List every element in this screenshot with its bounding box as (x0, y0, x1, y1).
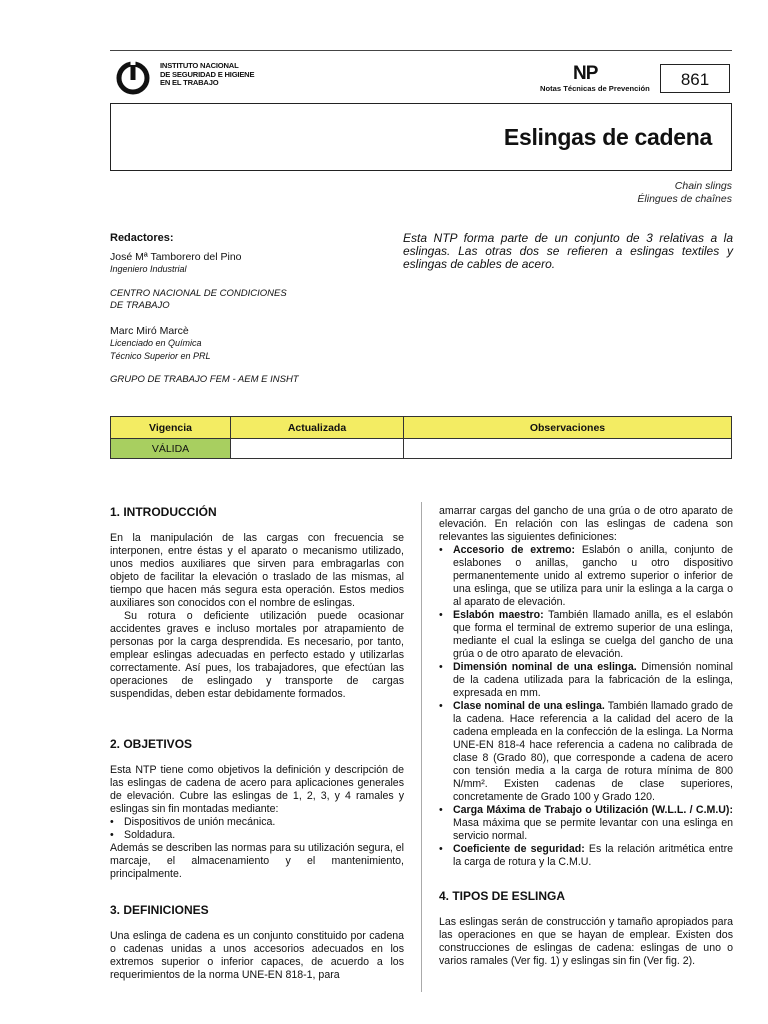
column-divider (421, 502, 422, 992)
authors-block (110, 232, 380, 387)
list-item: • Dispositivos de unión mecánica. (110, 816, 404, 829)
status-vigencia: VÁLIDA (111, 439, 231, 459)
definition-text: Es la relación aritmética entre la carga de rotura y la C.M.U. (453, 843, 733, 868)
authors-heading: Redactores: (110, 232, 174, 244)
status-table (110, 416, 732, 459)
ntp-number: 861 (660, 64, 730, 93)
section-definiciones (110, 904, 404, 982)
insht-logo-icon (116, 61, 154, 95)
table-row (111, 439, 732, 459)
working-group: GRUPO DE TRABAJO FEM - AEM E INSHT (110, 374, 299, 385)
paragraph: Su rotura o deficiente utilización puede ocasionar accidentes graves e incluso mortales por atrapamiento de personas por la carga desprendida. Es necesario, por tanto, emplear eslingas adecuadas en perfecto estado y utilizarlas correctamente. Así pues, los trabajadores, que efectúan las operaciones de eslingado y transporte de cargas suspendidas, deben estar debidamente formados. (110, 610, 404, 700)
centre-name: DE TRABAJO (110, 300, 170, 311)
top-rule (110, 50, 732, 51)
subtitle-english: Chain slings (674, 180, 732, 192)
definition-text: Dimensión nominal de la cadena utilizada para la fabricación de la eslinga, expresada en mm. (453, 661, 733, 699)
list-item (439, 700, 733, 804)
paragraph: amarrar cargas del gancho de una grúa o de otro aparato de elevación. En relación con las eslingas de cadena son relevantes las siguientes definiciones: (439, 505, 733, 543)
definition-term: Accesorio de extremo: (453, 544, 576, 556)
author-name: José Mª Tamborero del Pino (110, 250, 242, 263)
list-item: • Soldadura. (110, 829, 404, 842)
ntp-label: Notas Técnicas de Prevención (540, 84, 650, 93)
author-name: Marc Miró Marcè (110, 324, 189, 337)
definitions-list (439, 544, 733, 869)
definition-term: Dimensión nominal de una eslinga. (453, 661, 637, 673)
definition-term: Carga Máxima de Trabajo o Utilización (W.L.L. / C.M.U): (453, 804, 733, 816)
definition-text: Masa máxima que se permite levantar con una eslinga en servicio normal. (453, 817, 733, 842)
section-definiciones-cont (439, 505, 733, 869)
section-heading: 1. INTRODUCCIÓN (110, 505, 217, 519)
centre-name: CENTRO NACIONAL DE CONDICIONES (110, 287, 287, 299)
section-heading: 2. OBJETIVOS (110, 737, 193, 751)
paragraph: Una eslinga de cadena es un conjunto constituido por cadena o cadenas unidas a unos accesorios adecuados en los extremos superior o inferior capaces, de acuerdo a los requerimientos de la norma UNE-EN 818-1, para (110, 930, 404, 981)
paragraph: Además se describen las normas para su utilización segura, el marcaje, el almacenamiento y el mantenimiento, principalmente. (110, 842, 404, 880)
org-line: EN EL TRABAJO (160, 78, 219, 87)
section-introduccion (110, 506, 404, 701)
organization-name (160, 62, 254, 88)
list-item (439, 661, 733, 700)
subtitle-translations (637, 180, 732, 206)
definition-text: Eslabón o anilla, conjunto de eslabones o anillas, gancho u otro dispositivo permanentemente unido al extremo superior o inferior de una eslinga, que se utiliza para unir la eslinga a la carga o al aparato de elevación. (453, 544, 733, 608)
section-tipos-eslinga (439, 890, 733, 968)
status-actualizada (231, 439, 404, 459)
status-table-header (111, 417, 732, 439)
list-item (439, 609, 733, 661)
section-objetivos (110, 738, 404, 881)
section-heading: 4. TIPOS DE ESLINGA (439, 889, 566, 903)
section-heading: 3. DEFINICIONES (110, 903, 209, 917)
list-item (439, 843, 733, 869)
definition-term: Coeficiente de seguridad: (453, 843, 585, 855)
definition-text: También llamado grado de la cadena. Hace referencia a la calidad del acero de la cadena empleada en la confección de la eslinga. La Norma UNE-EN 818-4 hace referencia a cadena no calibrada de clase 8 (Grado 80), que corresponde a cadena de acero con tensión media a la carga de rotura mínima de 800 N/mm². Existen cadenas de clase superiores, concretamente de Grado 100 y Grado 120. (453, 700, 733, 803)
list-item (439, 544, 733, 609)
definition-term: Clase nominal de una eslinga. (453, 700, 605, 712)
bullet-list (110, 816, 404, 842)
list-item (439, 804, 733, 843)
paragraph: En la manipulación de las cargas con frecuencia se interponen, entre éstas y el aparato o mecanismo utilizado, unos medios auxiliares que sirven para embragarlas con objeto de facilitar la elevación o traslado de las mismas, al tiempo que hacen más segura esta operación. Estos medios auxiliares son conocidos con el nombre de eslingas. (110, 532, 404, 609)
paragraph: Las eslingas serán de construcción y tamaño apropiados para las operaciones en que se hayan de emplear. Existen dos construcciones de eslingas de cadena: eslingas de uno o varios ramales (Ver fig. 1) y eslingas sin fin (Ver fig. 2). (439, 916, 733, 967)
author-role: Licenciado en Química (110, 338, 202, 348)
paragraph: Esta NTP tiene como objetivos la definición y descripción de las eslingas de cadena de acero para aplicaciones generales de elevación. Cubre las eslingas de 1, 2, 3, y 4 ramales y eslingas sin fin montadas mediante: (110, 764, 404, 815)
page-title: Eslingas de cadena (503, 124, 712, 150)
author-role: Técnico Superior en PRL (110, 350, 211, 361)
subtitle-french: Élingues de chaînes (637, 193, 732, 205)
header-observaciones: Observaciones (404, 417, 732, 439)
intro-note: Esta NTP forma parte de un conjunto de 3 relativas a la eslingas. Las otras dos se refieren a eslingas textiles y eslingas de cables de acero. (403, 231, 733, 272)
definition-text: También llamado anilla, es el eslabón que forma el terminal de extremo superior de una eslinga, mediante el cual la eslinga se cuelga del gancho de una grúa o de otro aparato de elevación. (453, 609, 733, 660)
org-line: DE SEGURIDAD E HIGIENE (160, 69, 255, 79)
status-observaciones (404, 439, 732, 459)
ntp-logo: NP (573, 63, 598, 84)
header-actualizada: Actualizada (231, 417, 404, 439)
author-role: Ingeniero Industrial (110, 264, 187, 274)
org-line: INSTITUTO NACIONAL (160, 61, 239, 70)
definition-term: Eslabón maestro: (453, 609, 544, 621)
header-vigencia: Vigencia (111, 417, 231, 439)
